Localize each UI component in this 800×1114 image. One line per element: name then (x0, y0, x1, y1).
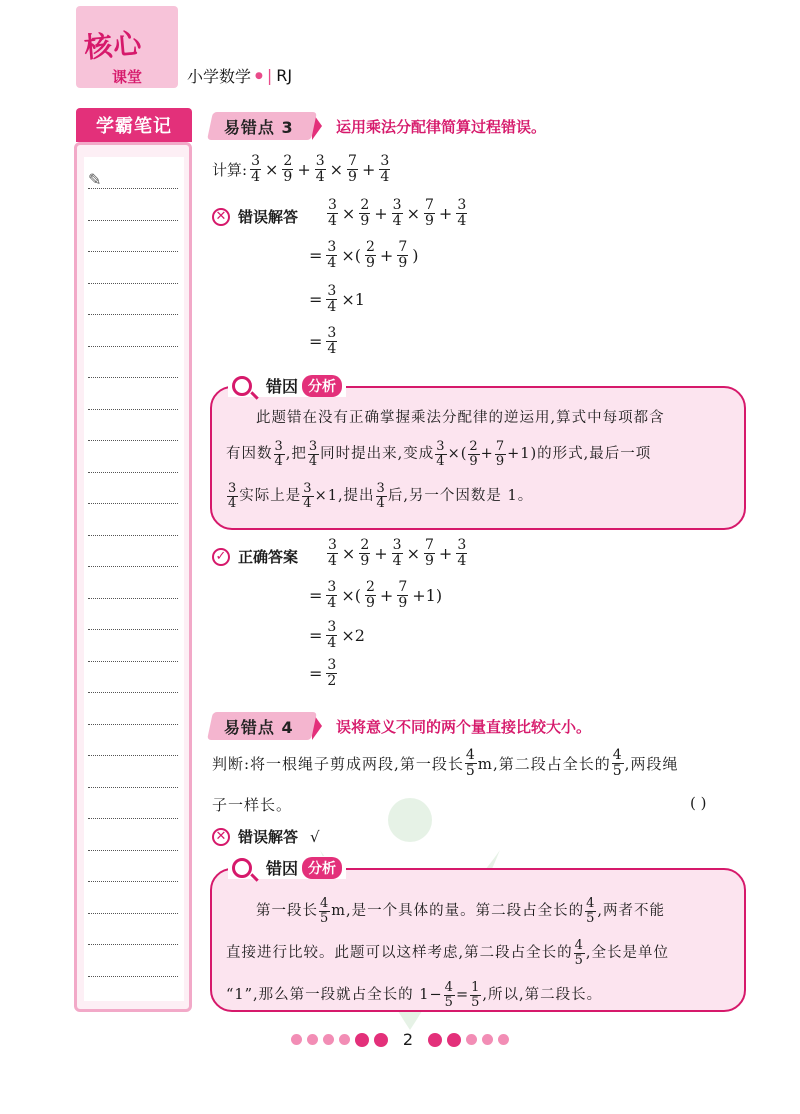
note-line (88, 566, 178, 567)
note-line (88, 850, 178, 851)
magnifier-icon (232, 376, 252, 396)
header-subject (187, 64, 292, 87)
logo-subtitle: 课堂 (112, 68, 143, 86)
note-line (88, 409, 178, 410)
pencil-icon: ✎ (88, 170, 102, 189)
section4-problem-line1: 判断:将一根绳子剪成两段,第一段长 $\frac{4}{5}$ m,第二段占全长的 $\frac{4}{5}$ ,两段绳 (212, 747, 679, 779)
note-line (88, 377, 178, 378)
section4-tab: 易错点 4 (207, 712, 317, 740)
note-line (88, 818, 178, 819)
note-line (88, 755, 178, 756)
note-line (88, 913, 178, 914)
section4-wrong-label: ✕ 错误解答 √ (212, 826, 320, 847)
section4-analysis-text: 第一段长 $\frac{4}{5}$ m,是一个具体的量。第二段占全长的 $\frac{4}{5}$ ,两者不能 直接进行比较。此题可以这样考虑,第二段占全长的 $\frac{4}{5}$ ,全长是单位 “1”,那么第一段就占全长的 1 − $\frac{4}{5}$ = $\frac{1}{5}$ ,所以,第二段长。 (226, 895, 669, 1010)
note-line (88, 188, 178, 189)
dot-icon (374, 1033, 388, 1047)
section3-header (210, 112, 546, 140)
right-step-3: = $\frac{3}{4}$ ×2 (309, 619, 365, 651)
dot-icon (323, 1034, 334, 1045)
magnifier-icon (232, 858, 252, 878)
dot-icon (307, 1034, 318, 1045)
section4-header (210, 712, 591, 740)
dot-icon: ● (255, 70, 263, 81)
divider: | (266, 66, 273, 85)
note-line (88, 283, 178, 284)
note-line (88, 944, 178, 945)
note-line (88, 251, 178, 252)
section3-problem: 计算: $\frac{3}{4}$ × $\frac{2}{9}$ + $\frac{3}{4}$ × $\frac{7}{9}$ + $\frac{3}{4}$ (212, 153, 390, 185)
dot-icon (447, 1033, 461, 1047)
section3-right-label: ✓ 正确答案 (212, 546, 298, 567)
note-line (88, 472, 178, 473)
dot-icon (355, 1033, 369, 1047)
dot-icon (466, 1034, 477, 1045)
section3-analysis-text: 此题错在没有正确掌握乘法分配律的逆运用,算式中每项都含 有因数 $\frac{3}{4}$ ,把 $\frac{3}{4}$ 同时提出来,变成 $\frac{3}{4}$ ×( $\frac{2}{9}$ + $\frac{7}{9}$ +1) 的形式,最后一项 $\frac{3}{4}$ 实际上是 $\frac{3}{4}$ ×1 ,提出 $\frac{3}{4}$ 后,另一个因数是 1。 (226, 410, 665, 511)
note-line (88, 692, 178, 693)
wrong-mark-icon: ✕ (212, 208, 230, 226)
note-line (88, 220, 178, 221)
problem-label: 计算: (212, 160, 248, 179)
wrong-step-4: = $\frac{3}{4}$ (309, 325, 337, 357)
note-line (88, 661, 178, 662)
logo: 核心 (82, 26, 144, 65)
wrong-step-1: $\frac{3}{4}$ × $\frac{2}{9}$ + $\frac{3}{4}$ × $\frac{7}{9}$ + $\frac{3}{4}$ (328, 197, 467, 229)
right-step-4: = $\frac{3}{2}$ (309, 657, 337, 689)
answer-bracket[interactable]: ( ) (690, 794, 707, 812)
note-line (88, 787, 178, 788)
note-line (88, 881, 178, 882)
note-line (88, 976, 178, 977)
right-step-2: = $\frac{3}{4}$ ×( $\frac{2}{9}$ + $\frac{7}{9}$ +1) (309, 579, 443, 611)
wrong-step-3: = $\frac{3}{4}$ ×1 (309, 283, 365, 315)
dot-icon (291, 1034, 302, 1045)
dot-icon (498, 1034, 509, 1045)
sidebar-title: 学霸笔记 (76, 108, 192, 142)
note-line (88, 503, 178, 504)
subject-label: 小学数学 (187, 67, 252, 86)
edition-label: RJ (276, 66, 293, 85)
wrong-step-2: = $\frac{3}{4}$ ×( $\frac{2}{9}$ + $\frac{7}{9}$ ) (309, 239, 419, 271)
section3-wrong-label: ✕ 错误解答 (212, 206, 298, 227)
check-mark-icon: ✓ (212, 548, 230, 566)
wrong-answer: √ (310, 827, 320, 846)
note-line (88, 724, 178, 725)
note-line (88, 535, 178, 536)
dot-icon (428, 1033, 442, 1047)
section3-title: 运用乘法分配律简算过程错误。 (336, 117, 547, 136)
right-step-1: $\frac{3}{4}$ × $\frac{2}{9}$ + $\frac{3}{4}$ × $\frac{7}{9}$ + $\frac{3}{4}$ (328, 537, 467, 569)
wrong-mark-icon: ✕ (212, 828, 230, 846)
note-line (88, 598, 178, 599)
note-line (88, 440, 178, 441)
note-line (88, 629, 178, 630)
section4-problem-line2: 子一样长。 (212, 796, 293, 814)
page-number: 2 (402, 1030, 414, 1049)
section3-analysis-heading: 错因 分析 (228, 374, 346, 397)
dot-icon (339, 1034, 350, 1045)
section3-tab: 易错点 3 (207, 112, 317, 140)
section4-title: 误将意义不同的两个量直接比较大小。 (336, 717, 592, 736)
note-line (88, 346, 178, 347)
dot-icon (482, 1034, 493, 1045)
page-number-bar (0, 1030, 800, 1049)
note-line (88, 314, 178, 315)
section4-analysis-heading: 错因 分析 (228, 856, 346, 879)
